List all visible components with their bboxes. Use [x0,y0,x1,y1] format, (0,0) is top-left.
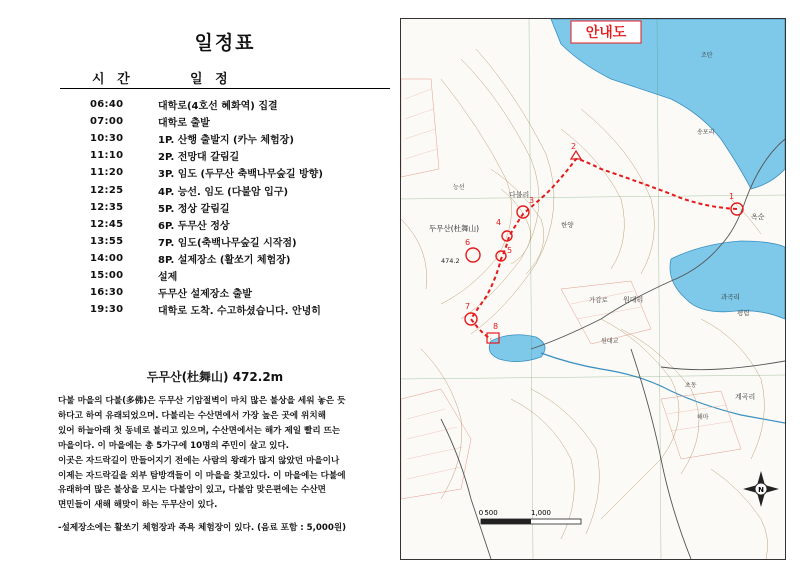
schedule-row [90,113,400,130]
schedule-list [90,96,400,318]
map-pond [489,335,545,362]
schedule-time: 11:10 [90,150,124,162]
schedule-activity: 대학로(4호선 혜화역) 집결 [158,101,278,113]
schedule-activity: 두무산 설제장소 출발 [158,289,252,301]
checkpoint-label: 2 [571,142,577,151]
scale-label: 1,000 [530,509,552,517]
schedule-time: 19:30 [90,304,124,316]
checkpoint-label: 1 [729,192,735,201]
schedule-time-header: 시 간 [92,72,134,87]
schedule-row [90,301,400,318]
schedule-activity: 대학로 출발 [158,118,210,130]
summit-label: 두무산(杜舞山) [429,224,480,233]
place-label: 과곡리 [721,293,740,301]
scale-label: 0 [478,509,484,517]
schedule-row [90,181,400,198]
header-divider [60,88,390,89]
summit-elevation: 474.2 [441,257,460,265]
schedule-activity: 7P. 임도(축백나무숲길 시작점) [158,237,297,249]
checkpoint-label: 3 [529,196,535,205]
checkpoint-label: 6 [465,238,471,247]
schedule-row [90,199,400,216]
mountain-description [58,394,388,513]
place-label: 계곡리 [735,393,756,401]
schedule-time: 07:00 [90,116,124,128]
description-line: 하다고 하여 유래되었으며. 다불리는 수산면에서 가장 높은 곳에 위치해 [58,410,326,421]
description-line: 마을이다. 이 마을에는 총 5가구에 10명의 주민이 살고 있다. [58,440,290,451]
checkpoint-label: 7 [465,302,471,311]
schedule-row [90,233,400,250]
checkpoint-label: 8 [493,322,499,331]
schedule-activity: 3P. 임도 (두무산 축백나무숲길 방향) [158,169,323,181]
description-line: 이곳은 자드락길이 만들어지기 전에는 사람의 왕래가 많지 않았던 마을이나 [58,455,340,466]
schedule-activity: 설제 [158,271,178,283]
route-map [400,18,786,560]
schedule-activity: 5P. 정상 갈림길 [158,203,230,215]
schedule-row [90,147,400,164]
checkpoint-label: 5 [507,246,513,255]
mountain-title: 두무산(杜舞山) 472.2m [146,370,284,384]
schedule-time: 11:20 [90,167,124,179]
place-label: 초동 [685,382,697,389]
venue-note: -설제장소에는 활쏘기 체험장과 족욕 체험장이 있다. (음료 포함 : 5,000원) [58,523,347,533]
schedule-time: 12:45 [90,218,124,230]
place-label: 원대리 [623,296,644,304]
place-label: 가감로 [589,296,608,304]
schedule-row [90,284,400,301]
schedule-time: 06:40 [90,99,124,111]
guide-title: 안내도 [585,25,627,41]
schedule-activity: 8P. 설제장소 (활쏘기 체험장) [158,254,291,266]
schedule-activity: 대학로 도착. 수고하셨습니다. 안녕히 [158,306,321,318]
schedule-time: 12:35 [90,201,124,213]
place-label: 옥순 [751,213,765,221]
schedule-time: 16:30 [90,287,124,299]
schedule-row [90,130,400,147]
place-label: 다불리 [509,191,530,199]
schedule-time: 13:55 [90,235,124,247]
place-label: 한양 [561,221,574,229]
place-label: 송포리 [697,129,715,136]
place-label: 능선 [453,184,465,191]
schedule-row [90,267,400,284]
checkpoint-label: 4 [496,218,502,227]
schedule-time: 10:30 [90,133,124,145]
description-line: 면민들이 새해 해맞이 하는 두무산이 있다. [58,500,218,511]
place-label: 조탄 [701,52,713,59]
schedule-activity: 6P. 두무산 정상 [158,220,230,232]
schedule-row [90,216,400,233]
schedule-row [90,164,400,181]
north-label: N [758,486,764,494]
schedule-time: 12:25 [90,184,124,196]
schedule-activity: 2P. 전망대 갈림길 [158,152,240,164]
description-line: 이제는 자드락길을 외부 탐방객들이 이 마을을 찾고있다. 이 마을에는 다불에 [58,470,346,481]
scale-label: 500 [484,509,498,517]
schedule-time: 15:00 [90,269,124,281]
schedule-activity: 1P. 산행 출발지 (카누 체험장) [158,135,294,147]
place-label: 원대교 [601,338,619,345]
route-map-svg [401,19,785,559]
description-line: 다불 마을의 다불(多佛)은 두무산 기암절벽이 마치 많은 불상을 세워 놓은 듯 [58,396,346,406]
page-title: 일정표 [194,32,256,54]
schedule-time: 14:00 [90,252,124,264]
description-line: 있어 하늘아래 첫 동네로 불리고 있으며, 수산면에서는 해가 제일 빨리 뜨는 [58,425,341,436]
place-label: 평림 [737,309,750,317]
description-line: 유래하여 많은 불상을 모시는 다불암이 있고, 다불암 맞은편에는 수산면 [58,485,326,496]
schedule-row [90,250,400,267]
schedule-row [90,96,400,113]
schedule-activity: 4P. 능선. 임도 (다불암 입구) [158,186,289,198]
place-label: 해마 [697,414,709,421]
schedule-plan-header: 일 정 [190,72,232,87]
